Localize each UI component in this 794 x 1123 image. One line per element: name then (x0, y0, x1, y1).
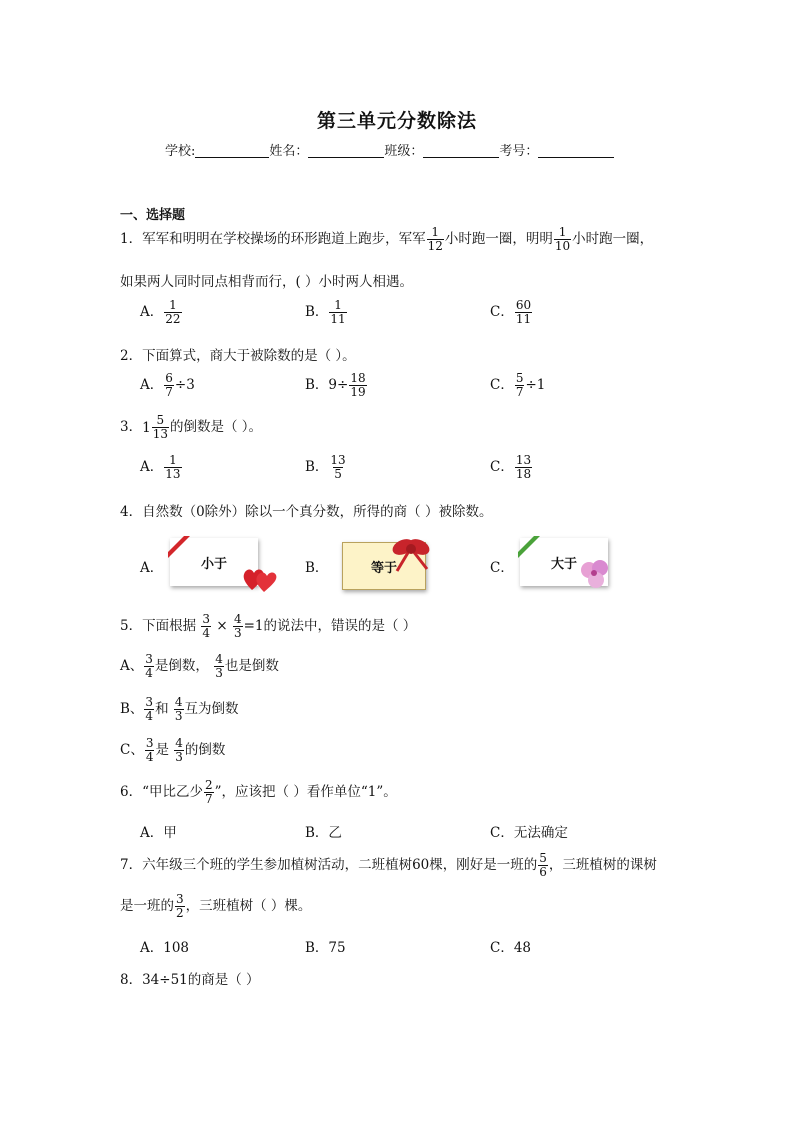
ribbon-corner-icon (168, 536, 196, 564)
section-title: 一、选择题 (120, 208, 186, 223)
q4-option-a-card[interactable] (170, 538, 258, 586)
question-1 (120, 226, 653, 253)
q1-fraction-2: $\frac{1}{10}$ (554, 225, 571, 253)
q1-text-c: 小时跑一圈， (572, 231, 654, 247)
q3-mixed-number: 1 $\frac{5}{13}$ (142, 413, 168, 441)
class-label: 班级： (384, 144, 424, 159)
q1-fraction-1: $\frac{1}{12}$ (427, 225, 443, 253)
class-blank[interactable] (423, 143, 499, 158)
q1-number: 1． (120, 231, 143, 247)
question-5: 5．下面根据 $\frac{3}{4}$ × $\frac{4}{3}$ =1的说法中，错误的是（ ） (120, 612, 417, 640)
orchid-flower-icon (578, 558, 612, 590)
q6-option-b[interactable]: B．乙 (305, 825, 342, 841)
q2-option-a[interactable]: A． $\frac{6}{7}$ ÷3 (140, 371, 195, 399)
q4-option-c-label: C． (490, 560, 514, 576)
page-title: 第三单元分数除法 (316, 110, 477, 132)
school-blank[interactable] (195, 143, 269, 158)
q1-option-c[interactable]: C． $\frac{60}{11}$ (490, 298, 532, 326)
q7-option-b[interactable]: B．75 (305, 940, 346, 956)
q4-option-c-card[interactable] (520, 538, 608, 586)
q4-card-a-text: 小于 (200, 556, 227, 572)
leaf-corner-icon (518, 536, 546, 564)
q2-option-b[interactable]: B．9÷ $\frac{18}{19}$ (305, 371, 366, 399)
student-info-row (165, 140, 614, 159)
q3-option-a[interactable]: A． $\frac{1}{13}$ (140, 453, 181, 481)
q1-option-a[interactable]: A． $\frac{1}{22}$ (140, 298, 181, 326)
q7-line-2: 是一班的 $\frac{3}{2}$ ，三班植树（ ）棵。 (120, 892, 312, 920)
q1-text-a: 军军和明明在学校操场的环形跑道上跑步，军军 (142, 231, 426, 247)
question-8: 8．34÷51的商是（ ） (120, 972, 260, 988)
q3-option-c[interactable]: C． $\frac{13}{18}$ (490, 453, 532, 481)
q5-option-c[interactable]: C、 $\frac{3}{4}$ 是 $\frac{4}{3}$ 的倒数 (120, 736, 226, 764)
bow-icon (389, 531, 433, 575)
question-2: 2．下面算式，商大于被除数的是（ ）。 (120, 348, 356, 364)
q5-option-b[interactable]: B、 $\frac{3}{4}$ 和 $\frac{4}{3}$ 互为倒数 (120, 695, 239, 723)
q2-option-c[interactable]: C． $\frac{5}{7}$ ÷1 (490, 371, 546, 399)
q4-card-c-text: 大于 (550, 556, 577, 572)
q3-option-b[interactable]: B． $\frac{13}{5}$ (305, 453, 346, 481)
exam-no-blank[interactable] (538, 143, 614, 158)
q1-text-b: 小时跑一圈，明明 (444, 231, 553, 247)
q5-option-a[interactable]: A、 $\frac{3}{4}$ 是倒数， $\frac{4}{3}$ 也是倒数 (120, 652, 279, 680)
q4-option-b-card[interactable] (342, 542, 426, 590)
q4-card-b-text: 等于 (370, 560, 397, 576)
name-blank[interactable] (308, 143, 384, 158)
question-6: 6．“甲比乙少 $\frac{2}{7}$ ”，应该把（ ）看作单位“1”。 (120, 778, 397, 806)
q1-line-2: 如果两人同时同点相背而行，( ）小时两人相遇。 (120, 274, 414, 290)
q6-option-a[interactable]: A．甲 (140, 825, 177, 841)
q7-option-c[interactable]: C．48 (490, 940, 532, 956)
q1-option-b[interactable]: B． $\frac{1}{11}$ (305, 298, 346, 326)
q4-option-b-label: B． (305, 560, 329, 576)
question-7: 7．六年级三个班的学生参加植树活动，二班植树60棵，刚好是一班的 $\frac{5}{6}$ ，三班植树的课树 (120, 851, 657, 879)
q6-option-c[interactable]: C．无法确定 (490, 825, 568, 841)
name-label: 姓名： (269, 144, 309, 159)
question-3: 3． 1 $\frac{5}{13}$ 的倒数是（ ）。 (120, 413, 263, 441)
exam-no-label: 考号： (499, 144, 539, 159)
q7-option-a[interactable]: A．108 (140, 940, 190, 956)
question-4: 4．自然数（0除外）除以一个真分数，所得的商（ ）被除数。 (120, 504, 493, 520)
hearts-icon (242, 560, 278, 594)
q4-option-a-label: A． (140, 560, 164, 576)
school-label: 学校: (165, 144, 196, 159)
